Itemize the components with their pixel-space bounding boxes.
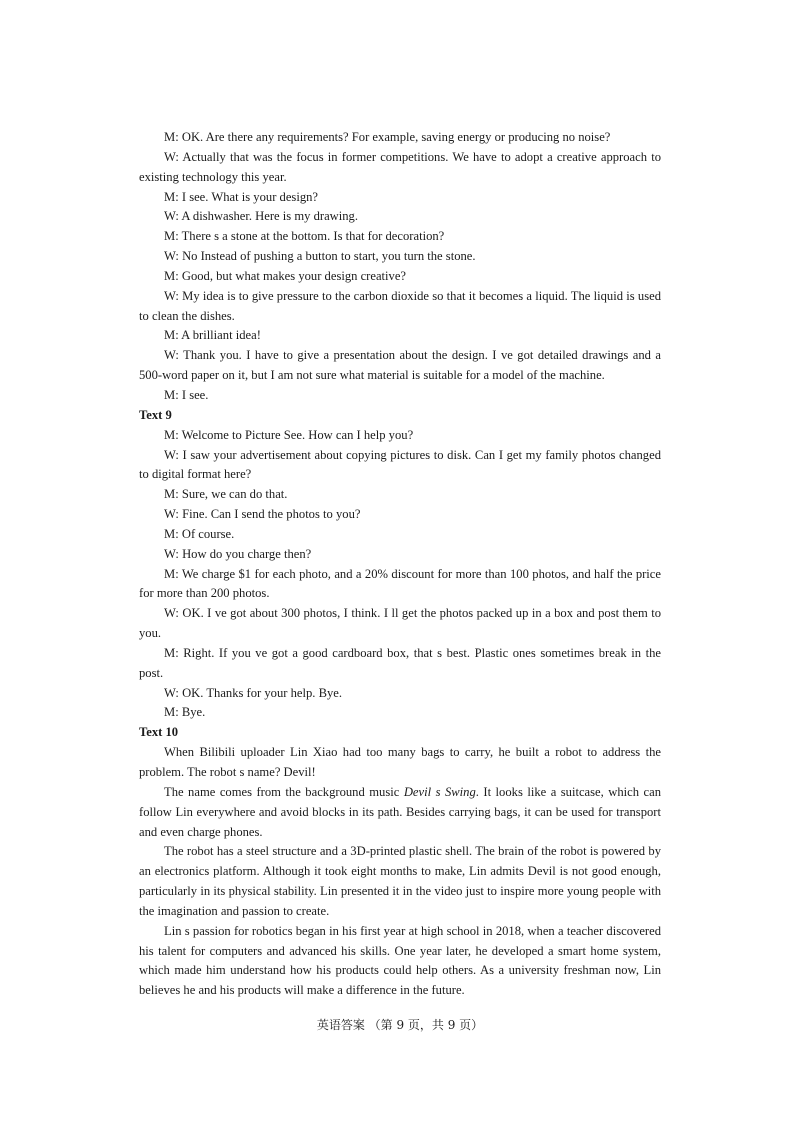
dialogue-line: W: OK. I ve got about 300 photos, I think. I ll get the photos packed up in a box and post them to you. [139,606,661,641]
dialogue-line: W: How do you charge then? [164,546,312,561]
dialogue-line: W: OK. Thanks for your help. Bye. [164,685,343,700]
dialogue-line: M: Sure, we can do that. [164,487,288,502]
dialogue-line: M: Good, but what makes your design creative? [164,268,407,283]
text10-section [139,723,661,1001]
text8-dialogue [139,128,661,406]
paragraph-text: The name comes from the background music [164,784,404,799]
dialogue-line: W: No Instead of pushing a button to start, you turn the stone. [164,249,476,264]
section-heading: Text 9 [139,407,172,422]
passage-paragraph: Lin s passion for robotics began in his first year at high school in 2018, when a teacher discovered his talent for computers and advanced his skills. One year later, he developed a smart home system, which made him understand how his products could help others. As a university freshman now, Lin believes he and his products will make a difference in the future. [139,923,661,998]
page-footer: 英语答案 （第 9 页，共 9 页） [316,1018,484,1032]
dialogue-line: W: I saw your advertisement about copying pictures to disk. Can I get my family photos changed to digital format here? [139,447,661,482]
dialogue-line: M: A brilliant idea! [164,328,261,343]
dialogue-line: M: There s a stone at the bottom. Is that for decoration? [164,229,445,244]
song-title: Devil s Swing [403,784,476,799]
dialogue-line: M: I see. What is your design? [164,189,319,204]
dialogue-line: W: Actually that was the focus in former competitions. We have to adopt a creative approach to existing technology this year. [139,149,661,184]
dialogue-line: M: OK. Are there any requirements? For example, saving energy or producing no noise? [164,130,611,144]
dialogue-line: M: Right. If you ve got a good cardboard box, that s best. Plastic ones sometimes break in the post. [139,645,661,680]
dialogue-line: M: Of course. [164,526,235,541]
dialogue-line: M: I see. [164,387,209,402]
passage-paragraph [139,783,661,843]
dialogue-line: W: Fine. Can I send the photos to you? [164,507,361,522]
section-heading: Text 10 [139,725,179,740]
paragraph-text: . It looks like a suitcase, which can follow Lin everywhere and avoid blocks in its path. Besides carrying bags, it can be used for transport and even charge phones. [139,784,662,839]
passage-paragraph: The robot has a steel structure and a 3D-printed plastic shell. The brain of the robot is powered by an electronics platform. Although it took eight months to make, Lin admits Devil is not good enough, particularly in its physical stability. Lin presented it in the video just to inspire more young people with the imagination and passion to create. [139,844,661,918]
dialogue-line: W: Thank you. I have to give a presentation about the design. I ve got detailed drawings and a 500-word paper on it, but I am not sure what material is suitable for a model of the machine. [139,348,661,383]
dialogue-line: M: Welcome to Picture See. How can I help you? [164,427,414,442]
dialogue-line: W: A dishwasher. Here is my drawing. [164,209,359,224]
answer-page [139,128,661,1001]
dialogue-line: M: We charge $1 for each photo, and a 20% discount for more than 100 photos, and half the price for more than 200 photos. [139,566,661,601]
passage-paragraph: When Bilibili uploader Lin Xiao had too many bags to carry, he built a robot to address the problem. The robot s name? Devil! [139,745,661,779]
dialogue-line: M: Bye. [164,705,206,720]
text9-section [139,406,661,724]
dialogue-line: W: My idea is to give pressure to the carbon dioxide so that it becomes a liquid. The liquid is used to clean the dishes. [139,288,661,323]
